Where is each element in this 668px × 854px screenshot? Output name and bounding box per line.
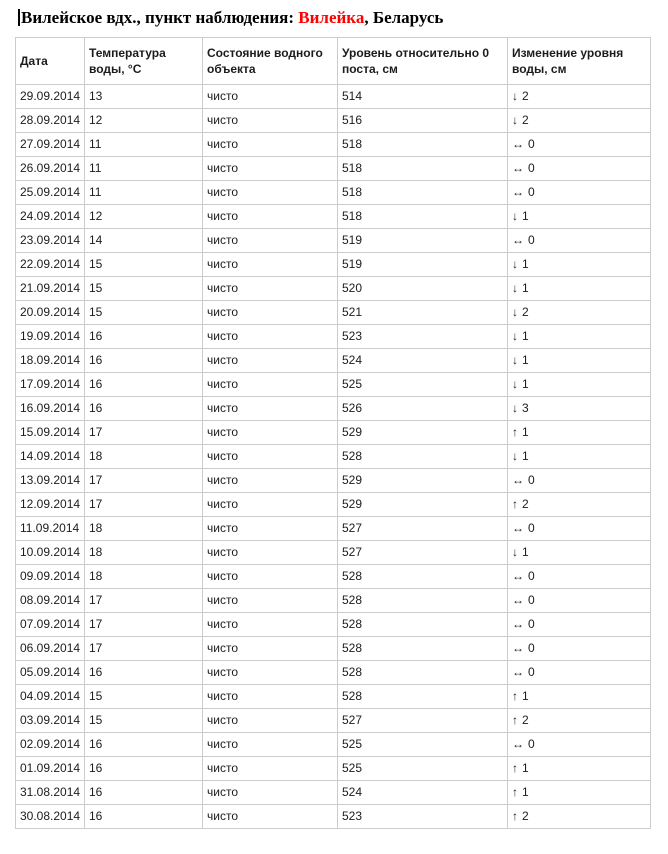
table-row <box>16 397 651 421</box>
level-change-cell <box>508 205 651 229</box>
up-arrow-icon: ↑ <box>512 497 518 511</box>
level-change-value: 1 <box>522 209 529 223</box>
level-cell: 524 <box>338 781 508 805</box>
temperature-cell: 16 <box>85 349 203 373</box>
level-cell: 528 <box>338 565 508 589</box>
date-cell: 08.09.2014 <box>16 589 85 613</box>
level-change-value: 1 <box>522 689 529 703</box>
water-state-cell: чисто <box>203 205 338 229</box>
level-change-cell <box>508 301 651 325</box>
level-change-value: 0 <box>528 641 535 655</box>
date-cell: 15.09.2014 <box>16 421 85 445</box>
water-state-cell: чисто <box>203 349 338 373</box>
up-arrow-icon: ↑ <box>512 809 518 823</box>
table-row <box>16 733 651 757</box>
level-change-cell <box>508 565 651 589</box>
date-cell: 05.09.2014 <box>16 661 85 685</box>
observations-table <box>15 37 651 829</box>
table-row <box>16 709 651 733</box>
temperature-cell: 17 <box>85 637 203 661</box>
down-arrow-icon: ↓ <box>512 545 518 559</box>
date-cell: 02.09.2014 <box>16 733 85 757</box>
temperature-cell: 16 <box>85 733 203 757</box>
level-change-value: 1 <box>522 545 529 559</box>
down-arrow-icon: ↓ <box>512 209 518 223</box>
table-row <box>16 157 651 181</box>
level-change-cell <box>508 733 651 757</box>
page-title-suffix: , Беларусь <box>364 8 444 27</box>
level-change-value: 1 <box>522 257 529 271</box>
table-row <box>16 253 651 277</box>
both-arrow-icon: ↔ <box>512 473 524 487</box>
page-title-prefix: Вилейское вдх., пункт наблюдения: <box>21 8 299 27</box>
table-row <box>16 757 651 781</box>
both-arrow-icon: ↔ <box>512 137 524 151</box>
station-name: Вилейка <box>298 8 365 27</box>
level-cell: 526 <box>338 397 508 421</box>
water-state-cell: чисто <box>203 445 338 469</box>
up-arrow-icon: ↑ <box>512 713 518 727</box>
level-change-value: 1 <box>522 761 529 775</box>
temperature-cell: 18 <box>85 517 203 541</box>
water-state-cell: чисто <box>203 253 338 277</box>
water-state-cell: чисто <box>203 373 338 397</box>
column-header-temperature: Температура воды, °C <box>85 38 203 85</box>
both-arrow-icon: ↔ <box>512 233 524 247</box>
water-state-cell: чисто <box>203 85 338 109</box>
level-change-cell <box>508 253 651 277</box>
water-state-cell: чисто <box>203 685 338 709</box>
level-cell: 528 <box>338 613 508 637</box>
date-cell: 26.09.2014 <box>16 157 85 181</box>
level-change-value: 2 <box>522 713 529 727</box>
down-arrow-icon: ↓ <box>512 89 518 103</box>
level-change-cell <box>508 85 651 109</box>
water-state-cell: чисто <box>203 589 338 613</box>
level-change-cell <box>508 469 651 493</box>
date-cell: 04.09.2014 <box>16 685 85 709</box>
level-change-value: 0 <box>528 665 535 679</box>
date-cell: 23.09.2014 <box>16 229 85 253</box>
temperature-cell: 15 <box>85 685 203 709</box>
temperature-cell: 16 <box>85 397 203 421</box>
date-cell: 28.09.2014 <box>16 109 85 133</box>
level-change-cell <box>508 757 651 781</box>
level-cell: 518 <box>338 205 508 229</box>
level-cell: 523 <box>338 325 508 349</box>
down-arrow-icon: ↓ <box>512 305 518 319</box>
level-cell: 527 <box>338 541 508 565</box>
level-change-cell <box>508 181 651 205</box>
level-change-cell <box>508 685 651 709</box>
up-arrow-icon: ↑ <box>512 761 518 775</box>
level-change-cell <box>508 421 651 445</box>
column-header-date: Дата <box>16 38 85 85</box>
table-row <box>16 325 651 349</box>
water-state-cell: чисто <box>203 229 338 253</box>
table-row <box>16 661 651 685</box>
header-row <box>16 38 651 85</box>
temperature-cell: 14 <box>85 229 203 253</box>
table-row <box>16 445 651 469</box>
level-change-value: 0 <box>528 521 535 535</box>
level-change-cell <box>508 157 651 181</box>
date-cell: 24.09.2014 <box>16 205 85 229</box>
level-change-cell <box>508 277 651 301</box>
temperature-cell: 16 <box>85 805 203 829</box>
water-state-cell: чисто <box>203 517 338 541</box>
temperature-cell: 15 <box>85 709 203 733</box>
level-change-value: 0 <box>528 161 535 175</box>
both-arrow-icon: ↔ <box>512 641 524 655</box>
level-cell: 516 <box>338 109 508 133</box>
level-change-value: 0 <box>528 137 535 151</box>
level-change-cell <box>508 109 651 133</box>
page-title <box>18 8 651 28</box>
table-row <box>16 541 651 565</box>
table-row <box>16 637 651 661</box>
level-change-value: 2 <box>522 89 529 103</box>
both-arrow-icon: ↔ <box>512 737 524 751</box>
level-cell: 524 <box>338 349 508 373</box>
both-arrow-icon: ↔ <box>512 185 524 199</box>
table-row <box>16 133 651 157</box>
water-state-cell: чисто <box>203 277 338 301</box>
level-change-value: 0 <box>528 473 535 487</box>
both-arrow-icon: ↔ <box>512 521 524 535</box>
table-row <box>16 517 651 541</box>
level-change-value: 2 <box>522 809 529 823</box>
level-change-value: 0 <box>528 569 535 583</box>
level-cell: 528 <box>338 589 508 613</box>
column-header-water-state: Состояние водного объекта <box>203 38 338 85</box>
text-cursor <box>18 9 20 26</box>
level-change-cell <box>508 517 651 541</box>
level-change-value: 1 <box>522 785 529 799</box>
up-arrow-icon: ↑ <box>512 425 518 439</box>
level-change-value: 2 <box>522 305 529 319</box>
temperature-cell: 16 <box>85 757 203 781</box>
date-cell: 10.09.2014 <box>16 541 85 565</box>
temperature-cell: 12 <box>85 205 203 229</box>
level-change-value: 2 <box>522 113 529 127</box>
temperature-cell: 18 <box>85 565 203 589</box>
up-arrow-icon: ↑ <box>512 785 518 799</box>
table-header <box>16 38 651 85</box>
table-row <box>16 277 651 301</box>
date-cell: 17.09.2014 <box>16 373 85 397</box>
water-state-cell: чисто <box>203 805 338 829</box>
level-change-cell <box>508 325 651 349</box>
level-cell: 518 <box>338 133 508 157</box>
water-state-cell: чисто <box>203 181 338 205</box>
level-change-cell <box>508 709 651 733</box>
both-arrow-icon: ↔ <box>512 617 524 631</box>
water-state-cell: чисто <box>203 133 338 157</box>
table-row <box>16 109 651 133</box>
temperature-cell: 11 <box>85 157 203 181</box>
temperature-cell: 17 <box>85 469 203 493</box>
date-cell: 14.09.2014 <box>16 445 85 469</box>
date-cell: 29.09.2014 <box>16 85 85 109</box>
water-state-cell: чисто <box>203 157 338 181</box>
water-state-cell: чисто <box>203 397 338 421</box>
date-cell: 25.09.2014 <box>16 181 85 205</box>
table-body <box>16 85 651 829</box>
level-cell: 528 <box>338 685 508 709</box>
level-change-cell <box>508 805 651 829</box>
level-cell: 519 <box>338 253 508 277</box>
water-state-cell: чисто <box>203 613 338 637</box>
down-arrow-icon: ↓ <box>512 329 518 343</box>
down-arrow-icon: ↓ <box>512 449 518 463</box>
level-change-cell <box>508 637 651 661</box>
level-cell: 519 <box>338 229 508 253</box>
water-state-cell: чисто <box>203 325 338 349</box>
date-cell: 09.09.2014 <box>16 565 85 589</box>
date-cell: 07.09.2014 <box>16 613 85 637</box>
date-cell: 06.09.2014 <box>16 637 85 661</box>
level-cell: 523 <box>338 805 508 829</box>
level-change-cell <box>508 781 651 805</box>
level-change-cell <box>508 589 651 613</box>
table-row <box>16 493 651 517</box>
temperature-cell: 17 <box>85 613 203 637</box>
level-change-cell <box>508 373 651 397</box>
water-state-cell: чисто <box>203 301 338 325</box>
table-row <box>16 421 651 445</box>
down-arrow-icon: ↓ <box>512 401 518 415</box>
table-row <box>16 469 651 493</box>
table-row <box>16 205 651 229</box>
level-cell: 529 <box>338 469 508 493</box>
temperature-cell: 15 <box>85 253 203 277</box>
water-state-cell: чисто <box>203 637 338 661</box>
level-cell: 521 <box>338 301 508 325</box>
date-cell: 18.09.2014 <box>16 349 85 373</box>
level-cell: 525 <box>338 757 508 781</box>
temperature-cell: 16 <box>85 661 203 685</box>
date-cell: 21.09.2014 <box>16 277 85 301</box>
both-arrow-icon: ↔ <box>512 593 524 607</box>
level-cell: 525 <box>338 373 508 397</box>
temperature-cell: 12 <box>85 109 203 133</box>
level-change-value: 0 <box>528 737 535 751</box>
level-cell: 514 <box>338 85 508 109</box>
temperature-cell: 17 <box>85 589 203 613</box>
temperature-cell: 16 <box>85 781 203 805</box>
date-cell: 12.09.2014 <box>16 493 85 517</box>
level-change-value: 3 <box>522 401 529 415</box>
level-cell: 529 <box>338 421 508 445</box>
table-row <box>16 781 651 805</box>
level-change-cell <box>508 349 651 373</box>
temperature-cell: 15 <box>85 301 203 325</box>
table-row <box>16 805 651 829</box>
temperature-cell: 11 <box>85 181 203 205</box>
level-cell: 527 <box>338 709 508 733</box>
both-arrow-icon: ↔ <box>512 569 524 583</box>
level-change-value: 0 <box>528 185 535 199</box>
table-row <box>16 685 651 709</box>
level-change-value: 1 <box>522 281 529 295</box>
table-row <box>16 349 651 373</box>
level-change-cell <box>508 133 651 157</box>
level-change-cell <box>508 613 651 637</box>
date-cell: 20.09.2014 <box>16 301 85 325</box>
level-change-value: 0 <box>528 233 535 247</box>
water-state-cell: чисто <box>203 421 338 445</box>
temperature-cell: 17 <box>85 493 203 517</box>
level-cell: 529 <box>338 493 508 517</box>
temperature-cell: 13 <box>85 85 203 109</box>
table-row <box>16 85 651 109</box>
water-state-cell: чисто <box>203 109 338 133</box>
date-cell: 30.08.2014 <box>16 805 85 829</box>
table-row <box>16 565 651 589</box>
water-state-cell: чисто <box>203 709 338 733</box>
level-change-cell <box>508 493 651 517</box>
level-cell: 518 <box>338 181 508 205</box>
level-cell: 527 <box>338 517 508 541</box>
date-cell: 22.09.2014 <box>16 253 85 277</box>
water-state-cell: чисто <box>203 733 338 757</box>
both-arrow-icon: ↔ <box>512 161 524 175</box>
level-change-value: 1 <box>522 353 529 367</box>
level-change-cell <box>508 541 651 565</box>
down-arrow-icon: ↓ <box>512 257 518 271</box>
temperature-cell: 16 <box>85 325 203 349</box>
level-change-value: 2 <box>522 497 529 511</box>
date-cell: 11.09.2014 <box>16 517 85 541</box>
date-cell: 19.09.2014 <box>16 325 85 349</box>
level-cell: 528 <box>338 637 508 661</box>
down-arrow-icon: ↓ <box>512 353 518 367</box>
level-change-value: 0 <box>528 593 535 607</box>
level-change-value: 1 <box>522 377 529 391</box>
table-row <box>16 181 651 205</box>
water-state-cell: чисто <box>203 781 338 805</box>
water-state-cell: чисто <box>203 565 338 589</box>
level-cell: 518 <box>338 157 508 181</box>
column-header-level-change: Изменение уровня воды, см <box>508 38 651 85</box>
down-arrow-icon: ↓ <box>512 377 518 391</box>
water-state-cell: чисто <box>203 493 338 517</box>
up-arrow-icon: ↑ <box>512 689 518 703</box>
table-row <box>16 373 651 397</box>
down-arrow-icon: ↓ <box>512 281 518 295</box>
level-cell: 528 <box>338 661 508 685</box>
date-cell: 01.09.2014 <box>16 757 85 781</box>
temperature-cell: 18 <box>85 541 203 565</box>
table-row <box>16 613 651 637</box>
level-change-value: 1 <box>522 329 529 343</box>
temperature-cell: 17 <box>85 421 203 445</box>
water-state-cell: чисто <box>203 661 338 685</box>
temperature-cell: 11 <box>85 133 203 157</box>
temperature-cell: 15 <box>85 277 203 301</box>
date-cell: 03.09.2014 <box>16 709 85 733</box>
table-row <box>16 589 651 613</box>
date-cell: 31.08.2014 <box>16 781 85 805</box>
table-row <box>16 301 651 325</box>
temperature-cell: 16 <box>85 373 203 397</box>
water-state-cell: чисто <box>203 757 338 781</box>
date-cell: 16.09.2014 <box>16 397 85 421</box>
level-change-cell <box>508 229 651 253</box>
water-state-cell: чисто <box>203 541 338 565</box>
level-change-value: 1 <box>522 449 529 463</box>
level-change-value: 0 <box>528 617 535 631</box>
level-cell: 520 <box>338 277 508 301</box>
table-row <box>16 229 651 253</box>
level-change-cell <box>508 397 651 421</box>
level-change-cell <box>508 661 651 685</box>
level-change-cell <box>508 445 651 469</box>
level-change-value: 1 <box>522 425 529 439</box>
level-cell: 525 <box>338 733 508 757</box>
both-arrow-icon: ↔ <box>512 665 524 679</box>
date-cell: 27.09.2014 <box>16 133 85 157</box>
down-arrow-icon: ↓ <box>512 113 518 127</box>
temperature-cell: 18 <box>85 445 203 469</box>
date-cell: 13.09.2014 <box>16 469 85 493</box>
column-header-level: Уровень относительно 0 поста, см <box>338 38 508 85</box>
water-state-cell: чисто <box>203 469 338 493</box>
level-cell: 528 <box>338 445 508 469</box>
